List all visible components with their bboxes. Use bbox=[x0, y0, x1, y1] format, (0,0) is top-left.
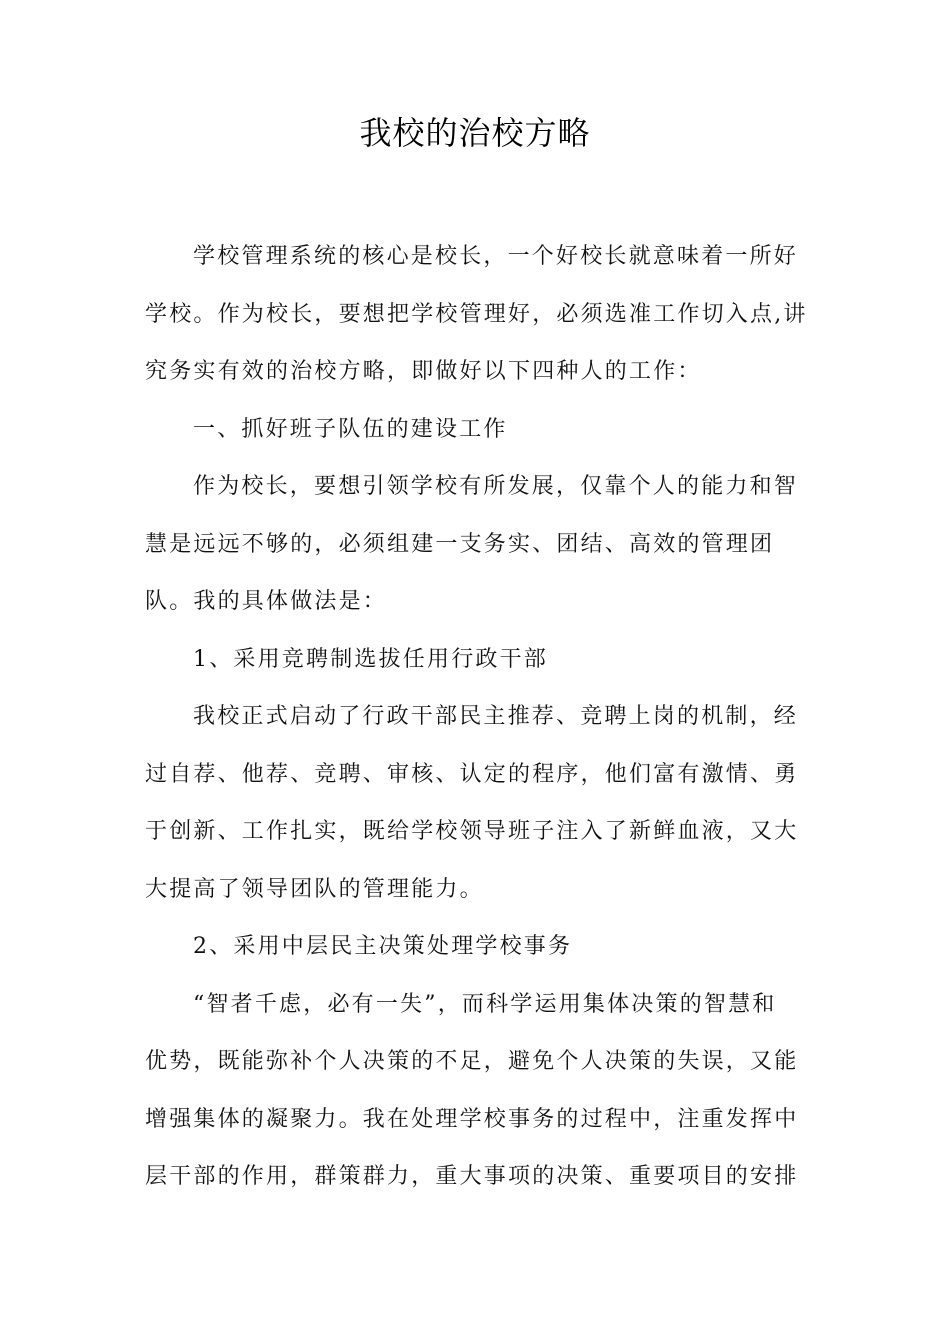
text-line: “智者千虑，必有一失”，而科学运用集体决策的智慧和 bbox=[193, 991, 777, 1017]
document-body bbox=[145, 228, 808, 1206]
text-line: 于创新、工作扎实，既给学校领导班子注入了新鲜血液，又大 bbox=[145, 819, 799, 844]
text-line: 过自荐、他荐、竞聘、审核、认定的程序，他们富有激情、勇 bbox=[145, 761, 799, 787]
text-line: 学校。作为校长，要想把学校管理好，必须选准工作切入点,讲 bbox=[145, 301, 808, 327]
document-title: 我校的治校方略 bbox=[359, 114, 591, 152]
section-heading: 一、抓好班子队伍的建设工作 bbox=[193, 416, 508, 442]
text-line: 优势，既能弥补个人决策的不足，避免个人决策的失误，又能 bbox=[145, 1049, 799, 1074]
text-line: 慧是远远不够的，必须组建一支务实、团结、高效的管理团 bbox=[145, 531, 775, 557]
text-line: 作为校长，要想引领学校有所发展，仅靠个人的能力和智 bbox=[193, 474, 799, 499]
subsection-heading: 2、采用中层民主决策处理学校事务 bbox=[193, 934, 573, 959]
text-line: 层干部的作用，群策群力，重大事项的决策、重要项目的安排 bbox=[145, 1164, 799, 1189]
text-line: 队。我的具体做法是： bbox=[145, 589, 388, 614]
text-line: 大提高了领导团队的管理能力。 bbox=[145, 876, 484, 902]
text-line: 我校正式启动了行政干部民主推荐、竞聘上岗的机制，经 bbox=[193, 704, 799, 729]
subsection-heading: 1、采用竞聘制选拔任用行政干部 bbox=[193, 646, 548, 672]
text-line: 增强集体的凝聚力。我在处理学校事务的过程中，注重发挥中 bbox=[145, 1106, 799, 1132]
text-line: 学校管理系统的核心是校长，一个好校长就意味着一所好 bbox=[193, 244, 799, 269]
text-line: 究务实有效的治校方略，即做好以下四种人的工作： bbox=[145, 359, 702, 384]
